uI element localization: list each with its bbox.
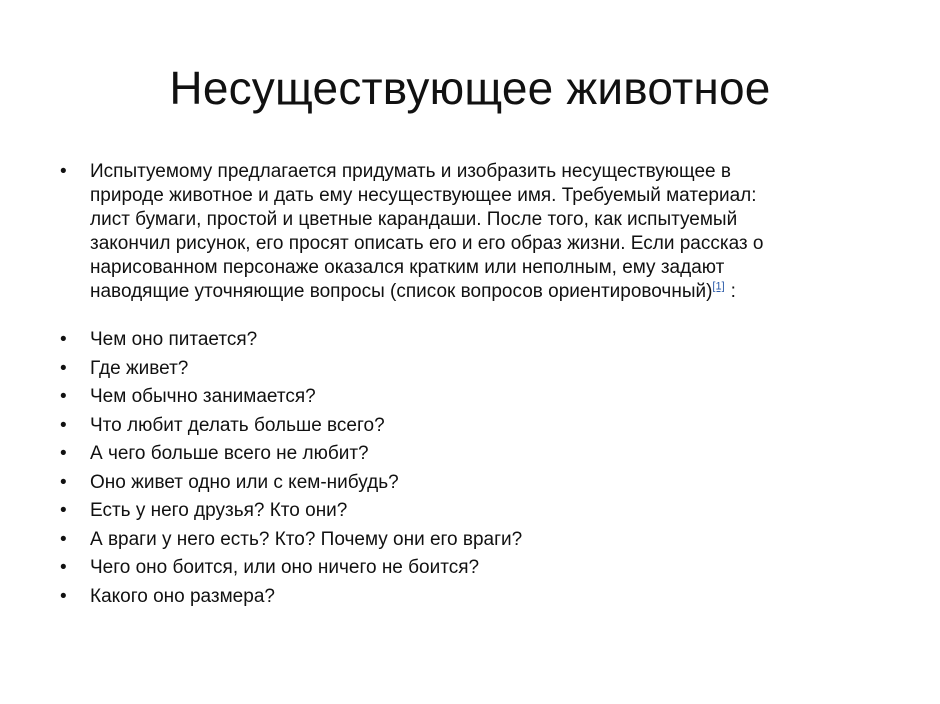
bullet-icon: • [60, 500, 67, 521]
bullet-icon: • [60, 414, 67, 436]
question-text: Оно живет одно или с кем-нибудь? [90, 471, 399, 493]
bullet-icon: • [60, 357, 67, 379]
question-text: Где живет? [90, 357, 189, 379]
list-item [60, 583, 860, 612]
intro-line: нарисованном персонаже оказался кратким или неполным, ему задают [90, 257, 725, 278]
intro-line: лист бумаги, простой и цветные карандаши. После того, как испытуемый [90, 209, 738, 230]
intro-line: природе животное и дать ему несуществующее имя. Требуемый материал: [90, 185, 757, 206]
bullet-icon: • [60, 557, 67, 578]
list-item [60, 383, 860, 412]
list-item [60, 355, 860, 384]
intro-line-last [90, 280, 860, 304]
question-text: А враги у него есть? Кто? Почему они его враги? [90, 528, 523, 550]
question-text: А чего больше всего не любит? [90, 443, 369, 464]
question-text: Что любит делать больше всего? [90, 414, 385, 436]
bullet-icon: • [60, 386, 67, 407]
question-text: Чем обычно занимается? [90, 386, 316, 407]
citation-link[interactable]: [1] [712, 280, 725, 293]
slide-content [60, 160, 860, 611]
list-item [60, 326, 860, 355]
question-text: Чего оно боится, или оно ничего не боится? [90, 557, 480, 578]
bullet-icon: • [60, 161, 67, 182]
question-text: Чем оно питается? [90, 329, 258, 350]
intro-line: Испытуемому предлагается придумать и изобразить несуществующее в [90, 161, 731, 182]
question-list [60, 326, 860, 611]
intro-paragraph [60, 160, 860, 304]
question-text: Есть у него друзья? Кто они? [90, 500, 348, 521]
list-item [60, 412, 860, 441]
list-item [60, 469, 860, 498]
spacer [60, 304, 860, 326]
list-item [60, 554, 860, 583]
intro-line: наводящие уточняющие вопросы (список вопросов ориентировочный) [90, 281, 713, 302]
bullet-icon: • [60, 585, 67, 607]
slide-title: Несуществующее животное [169, 62, 771, 114]
bullet-icon: • [60, 443, 67, 464]
list-item [60, 526, 860, 555]
intro-text [90, 160, 860, 304]
bullet-icon: • [60, 528, 67, 550]
list-item [60, 497, 860, 526]
bullet-icon: • [60, 471, 67, 493]
bullet-icon: • [60, 329, 67, 350]
list-item [60, 440, 860, 469]
intro-line: закончил рисунок, его просят описать его и его образ жизни. Если рассказ о [90, 233, 764, 254]
intro-colon: : [730, 281, 736, 302]
question-text: Какого оно размера? [90, 585, 275, 607]
